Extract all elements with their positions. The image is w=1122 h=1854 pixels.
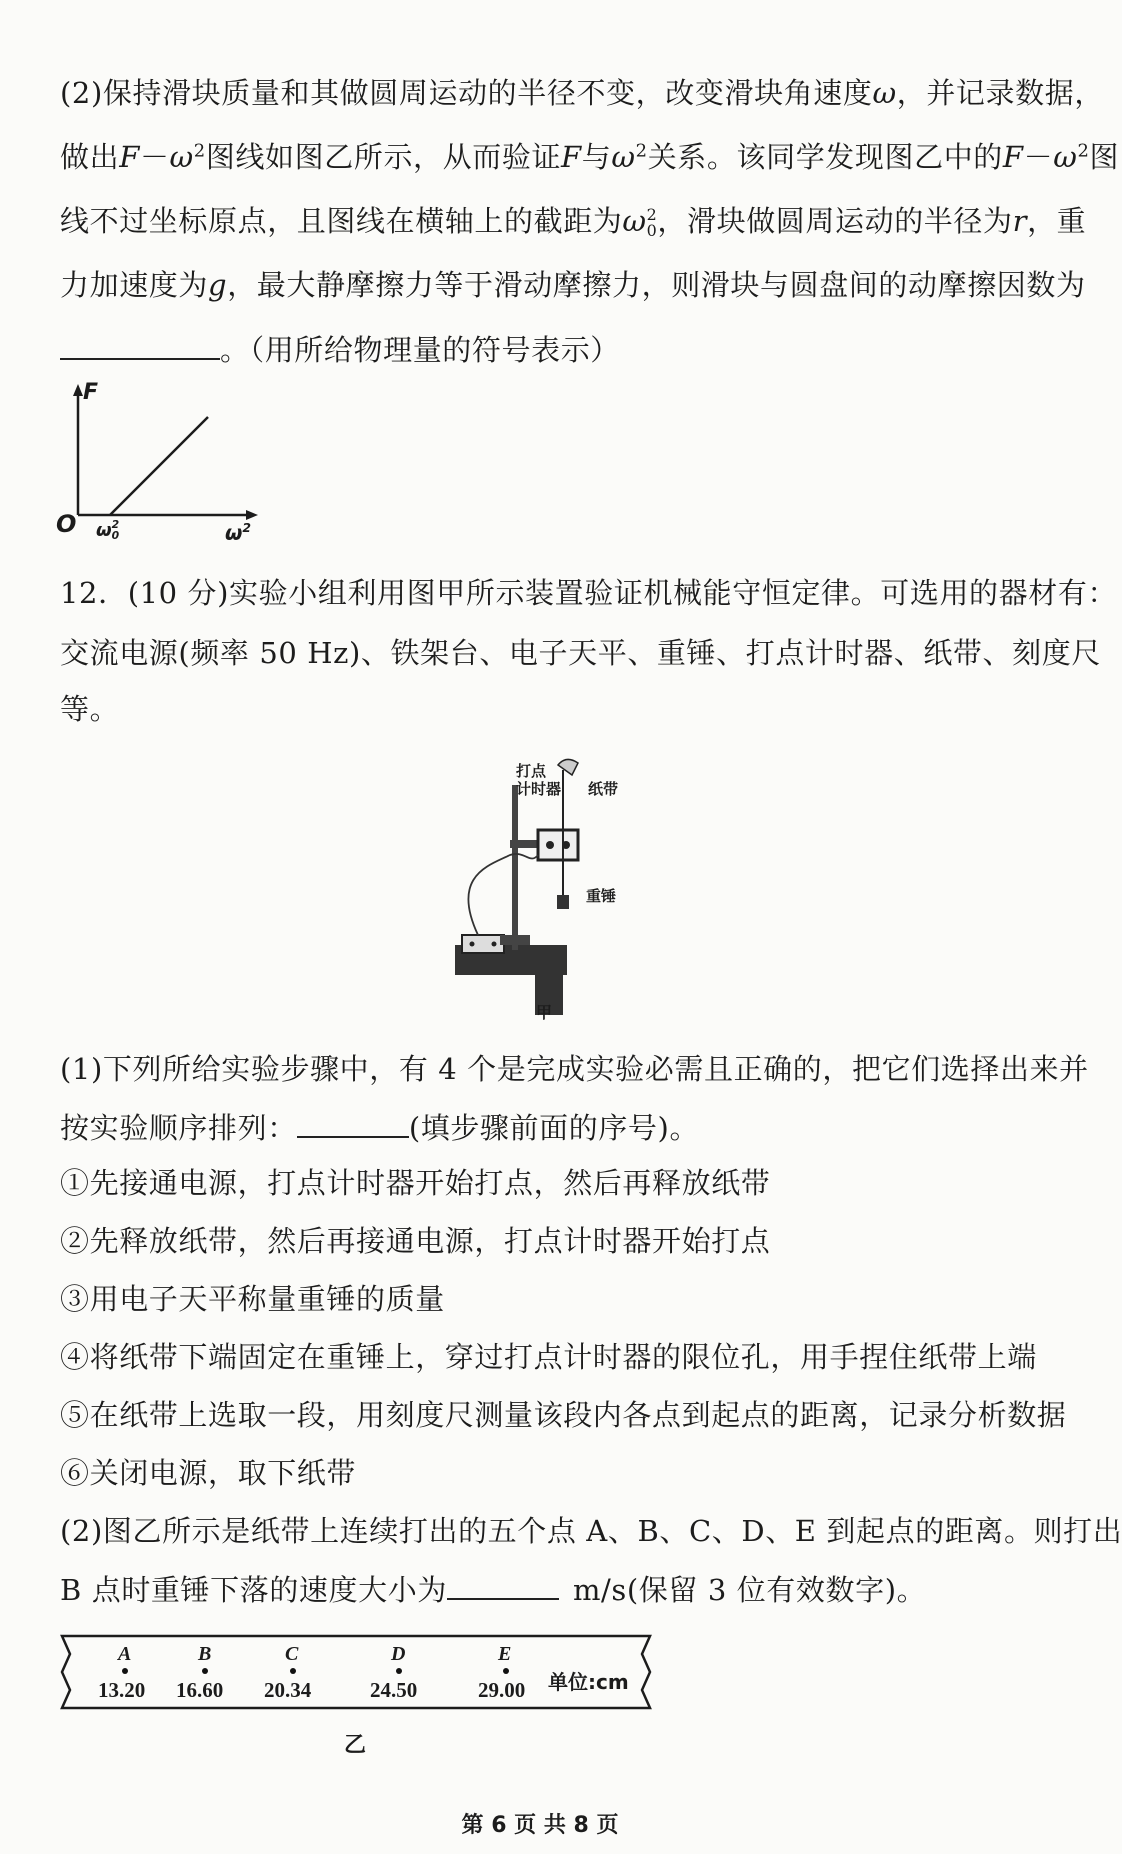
unit-label: 单位:cm (548, 1670, 629, 1694)
F-symbol: F (119, 140, 140, 174)
superscript: 2 (111, 518, 120, 532)
subscript: 0 (111, 529, 120, 542)
distance-B: 16.60 (176, 1678, 224, 1702)
origin-label: O (56, 510, 77, 538)
tape-dot (503, 1668, 509, 1674)
weight (557, 895, 569, 909)
y-axis-label: F (83, 380, 99, 405)
answer-blank[interactable] (447, 1572, 559, 1600)
q12-part2-line-1: (2)图乙所示是纸带上连续打出的五个点 A、B、C、D、E 到起点的距离。则打出 (60, 1514, 1122, 1548)
iron-stand-rod (512, 785, 518, 950)
text: 关系。该同学发现图乙中的 (647, 140, 1003, 174)
point-label-A: A (118, 1643, 132, 1665)
tape-dot (396, 1668, 402, 1674)
omega-symbol: ω (225, 520, 243, 545)
text: 线不过坐标原点，且图线在横轴上的截距为 (60, 204, 623, 238)
text: 。（用所给物理量的符号表示） (220, 333, 620, 368)
text: 与 (581, 140, 612, 174)
q11-line-1 (60, 76, 1104, 111)
step-1: ①先接通电源，打点计时器开始打点，然后再释放纸带 (60, 1166, 771, 1200)
answer-blank[interactable] (297, 1110, 409, 1138)
q11-line-5 (60, 332, 620, 368)
F-symbol: F (1002, 140, 1024, 174)
sub-sup (112, 520, 120, 542)
x-axis-arrow (246, 510, 258, 520)
wire (468, 854, 538, 935)
subscript: 0 (646, 221, 658, 240)
tape-dot (122, 1668, 128, 1674)
y-axis-arrow (73, 384, 83, 396)
tape-caption: 乙 (344, 1733, 367, 1758)
r-symbol: r (1012, 204, 1028, 238)
terminal (470, 942, 475, 947)
stand-foot (500, 935, 530, 945)
timer-knob (546, 841, 554, 849)
step-4: ④将纸带下端固定在重锤上，穿过打点计时器的限位孔，用手捏住纸带上端 (60, 1340, 1037, 1374)
text: ，重 (1027, 204, 1087, 238)
graph-line (110, 417, 208, 515)
distance-E: 29.00 (478, 1678, 526, 1702)
text: ，最大静摩擦力等于滑动摩擦力，则滑块与圆盘间的动摩擦因数为 (227, 268, 1086, 302)
x-intercept-label (96, 520, 119, 542)
omega-symbol: ω (872, 76, 897, 110)
point-label-B: B (198, 1643, 212, 1665)
point-label-E: E (498, 1643, 512, 1665)
hand (558, 759, 578, 775)
q12-intro-line-1: 12．(10 分)实验小组利用图甲所示装置验证机械能守恒定律。可选用的器材有： (60, 576, 1118, 610)
q11-line-4 (60, 268, 1086, 303)
q12-intro-line-2: 交流电源(频率 50 Hz)、铁架台、电子天平、重锤、打点计时器、纸带、刻度尺 (60, 636, 1101, 670)
text: B 点时重锤下落的速度大小为 (60, 1573, 447, 1608)
distance-C: 20.34 (264, 1678, 312, 1702)
g-symbol: g (208, 268, 228, 302)
step-6: ⑥关闭电源，取下纸带 (60, 1456, 357, 1490)
q12-part1-line-1: (1)下列所给实验步骤中，有 4 个是完成实验必需且正确的，把它们选择出来并 (60, 1052, 1089, 1086)
dash: － (1023, 140, 1054, 174)
text: ，滑块做圆周运动的半径为 (657, 204, 1013, 238)
tape-dot (202, 1668, 208, 1674)
omega-symbol: ω (169, 140, 194, 174)
omega-symbol: ω (622, 204, 647, 238)
text: 图线如图乙所示，从而验证 (205, 140, 562, 174)
superscript: 2 (242, 520, 252, 535)
q11-line-2 (60, 140, 1119, 175)
F-symbol: F (561, 140, 582, 174)
power-supply (462, 935, 504, 953)
page-footer: 第 6 页 共 8 页 (461, 1813, 619, 1838)
text: (填步骤前面的序号)。 (408, 1111, 700, 1146)
text: (2)保持滑块质量和其做圆周运动的半径不变，改变滑块角速度 (60, 76, 873, 110)
q12-intro-line-3: 等。 (60, 692, 120, 726)
text: ，并记录数据， (896, 76, 1104, 110)
text: 做出 (60, 140, 120, 174)
step-2: ②先释放纸带，然后再接通电源，打点计时器开始打点 (60, 1224, 771, 1258)
terminal (492, 942, 497, 947)
step-3: ③用电子天平称量重锤的质量 (60, 1282, 445, 1316)
text: 按实验顺序排列： (60, 1111, 297, 1146)
text: 图 (1089, 140, 1120, 174)
omega-symbol: ω (1053, 140, 1078, 174)
sub-sup (647, 207, 658, 239)
superscript: 2 (193, 140, 206, 162)
distance-A: 13.20 (98, 1678, 146, 1702)
figure-caption: 甲 (536, 1003, 553, 1022)
timer (538, 830, 578, 860)
superscript: 2 (1077, 140, 1090, 162)
superscript: 2 (646, 205, 658, 225)
superscript: 2 (635, 140, 648, 162)
x-axis-label (225, 520, 251, 545)
omega-symbol: ω (96, 520, 112, 541)
distance-D: 24.50 (370, 1678, 418, 1702)
q12-part2-line-2 (60, 1572, 926, 1608)
dash: － (139, 140, 170, 174)
tape-label: 纸带 (588, 780, 619, 798)
q12-part1-line-2 (60, 1110, 699, 1146)
timer-label-2: 计时器 (516, 780, 562, 798)
omega-symbol: ω (611, 140, 636, 174)
point-label-D: D (391, 1643, 406, 1665)
weight-label: 重锤 (586, 887, 617, 905)
point-label-C: C (285, 1643, 299, 1665)
text: m/s(保留 3 位有效数字)。 (572, 1573, 927, 1608)
q11-line-3 (60, 204, 1086, 239)
text: 力加速度为 (60, 268, 209, 302)
tape-dot (290, 1668, 296, 1674)
timer-label-1: 打点 (516, 762, 547, 780)
step-5: ⑤在纸带上选取一段，用刻度尺测量该段内各点到起点的距离，记录分析数据 (60, 1398, 1067, 1432)
answer-blank[interactable] (60, 332, 220, 360)
